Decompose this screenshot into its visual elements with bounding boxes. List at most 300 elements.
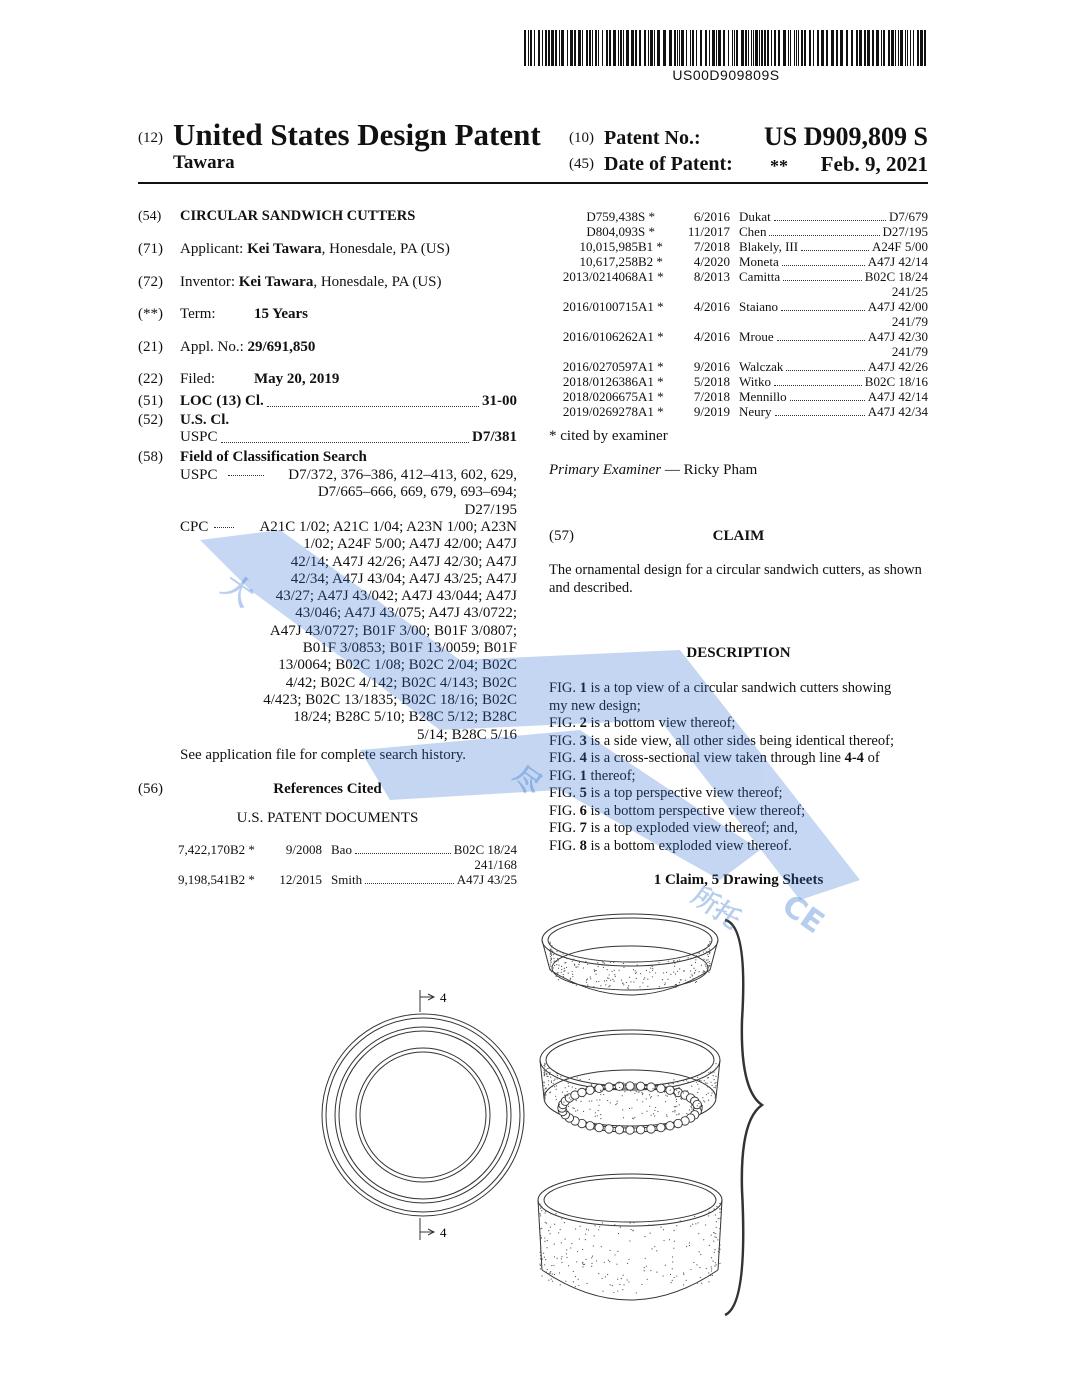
patent-date: Feb. 9, 2021 — [820, 152, 928, 176]
leader-dots — [801, 250, 869, 251]
stipple-dot — [570, 1247, 571, 1248]
ref-name: Mroue — [739, 329, 774, 344]
stipple-dot — [690, 1106, 691, 1107]
stipple-dot — [699, 953, 700, 954]
ref-kind: A1 * — [638, 404, 664, 419]
stipple-dot — [708, 1212, 709, 1213]
stipple-dot — [681, 1099, 682, 1100]
barcode-bar — [570, 30, 573, 66]
stipple-dot — [623, 963, 624, 964]
cited-by-examiner-note: * cited by examiner — [549, 428, 668, 444]
inid-58: (58) — [138, 449, 163, 465]
fig-number: 8 — [579, 837, 587, 854]
stipple-dot — [686, 1287, 687, 1288]
ref-kind: B2 * — [638, 254, 663, 269]
stipple-dot — [652, 970, 653, 971]
stipple-dot — [578, 1285, 579, 1286]
stipple-dot — [703, 970, 704, 971]
stipple-dot — [689, 1109, 690, 1110]
barcode-bar — [559, 30, 560, 66]
stipple-dot — [705, 966, 706, 967]
stipple-dot — [610, 962, 611, 963]
stipple-dot — [613, 1221, 614, 1222]
stipple-dot — [694, 973, 695, 974]
stipple-dot — [674, 1241, 675, 1242]
bead — [586, 1122, 594, 1130]
barcode-bar — [813, 30, 814, 66]
stipple-dot — [572, 976, 573, 977]
stipple-dot — [540, 1215, 541, 1216]
ref-date: 8/2013 — [693, 269, 730, 284]
barcode-bar — [748, 30, 749, 66]
stipple-dot — [693, 968, 694, 969]
fig-number: 7 — [579, 820, 587, 836]
stipple-dot — [695, 970, 696, 971]
barcode-bar — [586, 30, 588, 66]
search-uspc-label: USPC — [180, 467, 218, 483]
stipple-dot — [672, 1261, 673, 1262]
stipple-dot — [668, 1084, 669, 1085]
stipple-dot — [597, 1115, 598, 1116]
stipple-dot — [708, 1215, 709, 1216]
ref-kind: S * — [638, 224, 655, 239]
stipple-dot — [633, 1118, 634, 1119]
stipple-dot — [705, 1082, 706, 1083]
stipple-dot — [697, 1222, 698, 1223]
stipple-dot — [688, 957, 689, 958]
stipple-dot — [671, 1282, 672, 1283]
stipple-dot — [605, 1276, 606, 1277]
stipple-dot — [571, 1243, 572, 1244]
stipple-dot — [696, 1082, 697, 1083]
stipple-dot — [707, 952, 708, 953]
bead — [626, 1126, 634, 1134]
ref-number: 2018/0206675 — [562, 389, 638, 404]
stipple-dot — [661, 1224, 662, 1225]
stipple-dot — [698, 1103, 699, 1104]
stipple-dot — [550, 942, 551, 943]
ref-class: D7/679 — [889, 209, 928, 224]
stipple-dot — [653, 1113, 654, 1114]
ref-date: 9/2019 — [693, 404, 730, 419]
stipple-dot — [596, 970, 597, 971]
stipple-dot — [639, 986, 640, 987]
stipple-dot — [596, 974, 597, 975]
stipple-dot — [559, 1272, 560, 1273]
bead — [595, 1084, 603, 1092]
fig-text: is a top view of a circular sandwich cutters showing — [586, 680, 892, 696]
stipple-dot — [554, 961, 555, 962]
stipple-dot — [679, 982, 680, 983]
stipple-dot — [709, 941, 710, 942]
stipple-dot — [632, 1118, 633, 1119]
fig-text: is a side view, all other sides being identical thereof; — [586, 732, 894, 749]
stipple-dot — [585, 1239, 586, 1240]
stipple-dot — [601, 964, 602, 965]
stipple-dot — [546, 1247, 547, 1248]
stipple-dot — [707, 959, 708, 960]
stipple-dot — [556, 1099, 557, 1100]
barcode-bar — [900, 30, 903, 66]
barcode-bar — [650, 30, 653, 66]
term-value: 15 Years — [254, 306, 309, 322]
stipple-dot — [652, 968, 653, 969]
stipple-dot — [570, 954, 571, 955]
stipple-dot — [570, 959, 571, 960]
stipple-dot — [629, 977, 630, 978]
stipple-dot — [609, 1261, 610, 1262]
barcode-bar — [712, 30, 715, 66]
ref-date: 6/2016 — [693, 209, 730, 224]
fig-prefix: FIG. — [549, 837, 580, 854]
stipple-dot — [544, 1066, 545, 1067]
stipple-dot — [648, 1225, 649, 1226]
stipple-dot — [693, 980, 694, 981]
stipple-dot — [549, 1273, 550, 1274]
barcode-bar — [567, 30, 568, 66]
stipple-dot — [567, 1095, 568, 1096]
description-list — [549, 680, 929, 855]
stipple-dot — [556, 961, 557, 962]
ref-date: 7/2018 — [693, 389, 730, 404]
ref-class: A47J 43/25 — [456, 872, 517, 887]
stipple-dot — [575, 1276, 576, 1277]
stipple-dot — [607, 977, 608, 978]
stipple-dot — [635, 970, 636, 971]
cpc-class-line: 43/046; A47J 43/075; A47J 43/0722; — [295, 605, 517, 622]
stipple-dot — [634, 1117, 635, 1118]
stipple-dot — [709, 953, 710, 954]
ref-kind: A1 * — [638, 299, 664, 314]
ref-number: 2019/0269278 — [562, 404, 638, 419]
stipple-dot — [598, 1273, 599, 1274]
barcode-bar — [831, 30, 834, 66]
stipple-dot — [696, 1264, 697, 1265]
fig-text: is a bottom view thereof; — [586, 715, 736, 731]
fig-prefix: FIG. — [549, 802, 580, 819]
stipple-dot — [539, 1264, 540, 1265]
ref-class-secondary: 241/168 — [474, 857, 517, 872]
stipple-dot — [650, 988, 651, 989]
uspc-class-line: D7/372, 376–386, 412–413, 602, 629, — [288, 467, 517, 483]
stipple-dot — [584, 1264, 585, 1265]
stipple-dot — [589, 1109, 590, 1110]
barcode-bar — [613, 30, 616, 66]
stipple-dot — [608, 986, 609, 987]
stipple-dot — [678, 1093, 679, 1094]
stipple-dot — [676, 1099, 677, 1100]
stipple-dot — [586, 1089, 587, 1090]
stipple-dot — [542, 1258, 543, 1259]
fig-text: thereof; — [586, 767, 636, 784]
stipple-dot — [649, 1106, 650, 1107]
stipple-dot — [607, 1274, 608, 1275]
stipple-dot — [582, 1262, 583, 1263]
reference-row — [550, 389, 928, 404]
barcode-bar — [626, 30, 629, 66]
stipple-dot — [680, 1085, 681, 1086]
barcode-bar — [606, 30, 608, 66]
barcode-bar — [790, 30, 791, 66]
leader-dots — [769, 235, 879, 236]
stipple-dot — [691, 965, 692, 966]
inventor-field — [180, 274, 442, 291]
ref-name: Staiano — [739, 299, 778, 314]
primary-examiner — [549, 462, 757, 479]
stipple-dot — [545, 1094, 546, 1095]
stipple-dot — [540, 1228, 541, 1229]
stipple-dot — [572, 1107, 573, 1108]
barcode-bar — [542, 30, 543, 66]
stipple-dot — [568, 1086, 569, 1087]
ref-class: A47J 42/14 — [867, 389, 928, 404]
barcode-bar — [686, 30, 687, 66]
barcode-bar — [598, 30, 599, 66]
barcode-bar — [690, 30, 691, 66]
stipple-dot — [676, 1101, 677, 1102]
ref-number: 9,198,541 — [178, 872, 230, 887]
barcode-bar — [679, 30, 680, 66]
stipple-dot — [547, 1076, 548, 1077]
stipple-dot — [695, 1097, 696, 1098]
stipple-dot — [591, 1266, 592, 1267]
barcode-bar — [920, 30, 923, 66]
ref-name: Bao — [331, 842, 352, 857]
bead — [657, 1123, 665, 1131]
stipple-dot — [550, 949, 551, 950]
stipple-dot — [652, 1088, 653, 1089]
stipple-dot — [711, 1266, 712, 1267]
stipple-dot — [562, 979, 563, 980]
stipple-dot — [561, 969, 562, 970]
stipple-dot — [551, 1080, 552, 1081]
stipple-dot — [623, 1275, 624, 1276]
stipple-dot — [718, 1251, 719, 1252]
stipple-dot — [543, 1082, 544, 1083]
stipple-dot — [548, 1280, 549, 1281]
barcode-bar — [917, 30, 919, 66]
stipple-dot — [657, 1111, 658, 1112]
barcode-bar — [826, 30, 828, 66]
stipple-dot — [654, 1115, 655, 1116]
stipple-dot — [708, 1281, 709, 1282]
stipple-dot — [696, 955, 697, 956]
stipple-dot — [620, 1227, 621, 1228]
stipple-dot — [673, 1079, 674, 1080]
stipple-dot — [558, 968, 559, 969]
stipple-dot — [600, 1118, 601, 1119]
stipple-dot — [636, 978, 637, 979]
stipple-dot — [655, 972, 656, 973]
ref-class-secondary: 241/79 — [891, 314, 928, 329]
barcode-bar — [821, 30, 824, 66]
stipple-dot — [609, 1250, 610, 1251]
stipple-dot — [676, 1114, 677, 1115]
stipple-dot — [596, 1099, 597, 1100]
description-line — [549, 733, 929, 751]
stipple-dot — [695, 962, 696, 963]
barcode-bar — [856, 30, 858, 66]
stipple-dot — [662, 979, 663, 980]
stipple-dot — [670, 1274, 671, 1275]
stipple-dot — [604, 980, 605, 981]
stipple-dot — [551, 1265, 552, 1266]
barcode — [524, 30, 928, 66]
stipple-dot — [705, 964, 706, 965]
stipple-dot — [665, 982, 666, 983]
fig-text: is a top perspective view thereof; — [586, 785, 783, 801]
barcode-bar — [555, 30, 557, 66]
stipple-dot — [554, 965, 555, 966]
reference-row — [160, 872, 517, 887]
stipple-dot — [647, 1279, 648, 1280]
description-line — [549, 680, 929, 698]
barcode-bar — [592, 30, 593, 66]
stipple-dot — [637, 1099, 638, 1100]
appl-label: Appl. No.: — [180, 339, 244, 355]
stipple-dot — [565, 1281, 566, 1282]
stipple-dot — [650, 968, 651, 969]
stipple-dot — [540, 1238, 541, 1239]
stipple-dot — [719, 1206, 720, 1207]
barcode-bar — [846, 30, 848, 66]
stipple-dot — [700, 1277, 701, 1278]
stipple-dot — [695, 959, 696, 960]
stipple-dot — [706, 960, 707, 961]
stipple-dot — [604, 963, 605, 964]
ref-number: 10,617,258 — [579, 254, 638, 269]
inid-52: (52) — [138, 412, 163, 428]
section-label-bottom: 4 — [440, 1225, 447, 1240]
ref-number: D804,093 — [586, 224, 638, 239]
barcode-bar — [620, 30, 622, 66]
stipple-dot — [677, 971, 678, 972]
stipple-dot — [562, 953, 563, 954]
stipple-dot — [565, 1087, 566, 1088]
stipple-dot — [715, 1063, 716, 1064]
stipple-dot — [652, 966, 653, 967]
stipple-dot — [552, 1086, 553, 1087]
stipple-dot — [650, 1233, 651, 1234]
fig-text: is a cross-sectional view taken through line — [586, 750, 845, 766]
stipple-dot — [683, 1274, 684, 1275]
stipple-dot — [541, 1228, 542, 1229]
stipple-dot — [679, 959, 680, 960]
bead — [636, 1082, 644, 1090]
barcode-bar — [609, 30, 611, 66]
stipple-dot — [591, 1085, 592, 1086]
ref-name: Dukat — [739, 209, 771, 224]
uspc-label: USPC — [180, 429, 218, 445]
stipple-dot — [669, 1086, 670, 1087]
stipple-dot — [548, 1080, 549, 1081]
stipple-dot — [629, 1240, 630, 1241]
bead — [615, 1126, 623, 1134]
stipple-dot — [605, 1088, 606, 1089]
stipple-dot — [623, 1082, 624, 1083]
stipple-dot — [594, 1225, 595, 1226]
barcode-bar — [876, 30, 879, 66]
cpc-class-line: A21C 1/02; A21C 1/04; A23N 1/00; A23N — [259, 519, 517, 535]
leader-dots — [355, 853, 451, 854]
stipple-dot — [613, 981, 614, 982]
stipple-dot — [670, 974, 671, 975]
stipple-dot — [666, 1114, 667, 1115]
cpc-class-line: A47J 43/0727; B01F 3/00; B01F 3/0807; — [269, 622, 517, 639]
stipple-dot — [607, 969, 608, 970]
stipple-dot — [615, 1104, 616, 1105]
stipple-dot — [711, 1234, 712, 1235]
fig-number: 1 — [579, 767, 587, 784]
stipple-dot — [545, 1093, 546, 1094]
stipple-dot — [575, 966, 576, 967]
stipple-dot — [719, 1244, 720, 1245]
stipple-dot — [540, 1235, 541, 1236]
stipple-dot — [568, 973, 569, 974]
stipple-dot — [708, 1093, 709, 1094]
stipple-dot — [576, 1100, 577, 1101]
stipple-dot — [628, 1281, 629, 1282]
stipple-dot — [544, 1212, 545, 1213]
loc-value: 31-00 — [482, 393, 517, 409]
stipple-dot — [597, 987, 598, 988]
stipple-dot — [543, 1253, 544, 1254]
stipple-dot — [701, 1073, 702, 1074]
stipple-dot — [673, 960, 674, 961]
bead — [586, 1086, 594, 1094]
stipple-dot — [591, 1257, 592, 1258]
stipple-dot — [647, 1084, 648, 1085]
term-label: Term: — [180, 306, 216, 322]
stipple-dot — [659, 1084, 660, 1085]
stipple-dot — [556, 951, 557, 952]
stipple-dot — [587, 964, 588, 965]
term-stars: ** — [770, 156, 788, 176]
stipple-dot — [619, 1087, 620, 1088]
stipple-dot — [540, 1268, 541, 1269]
stipple-dot — [602, 961, 603, 962]
stipple-dot — [675, 1094, 676, 1095]
leader-dots — [267, 406, 479, 407]
stipple-dot — [557, 1075, 558, 1076]
barcode-bar — [538, 30, 540, 66]
barcode-bar — [751, 30, 752, 66]
bead — [636, 1126, 644, 1134]
stipple-dot — [644, 1236, 645, 1237]
stipple-dot — [622, 1289, 623, 1290]
stipple-dot — [603, 967, 604, 968]
stipple-dot — [546, 1073, 547, 1074]
stipple-dot — [712, 1275, 713, 1276]
stipple-dot — [544, 1095, 545, 1096]
stipple-dot — [639, 1091, 640, 1092]
stipple-dot — [554, 1256, 555, 1257]
cpc-class-line: 42/34; A47J 43/04; A47J 43/25; A47J — [290, 570, 517, 587]
inid-56: (56) — [138, 781, 163, 797]
barcode-bar — [888, 30, 890, 66]
stipple-dot — [642, 982, 643, 983]
stipple-dot — [692, 975, 693, 976]
stipple-dot — [643, 979, 644, 980]
stipple-dot — [708, 972, 709, 973]
barcode-bar — [794, 30, 795, 66]
barcode-bar — [692, 30, 694, 66]
stipple-dot — [544, 1071, 545, 1072]
stipple-dot — [598, 1229, 599, 1230]
stipple-dot — [605, 984, 606, 985]
stipple-dot — [670, 1090, 671, 1091]
stipple-dot — [712, 1260, 713, 1261]
